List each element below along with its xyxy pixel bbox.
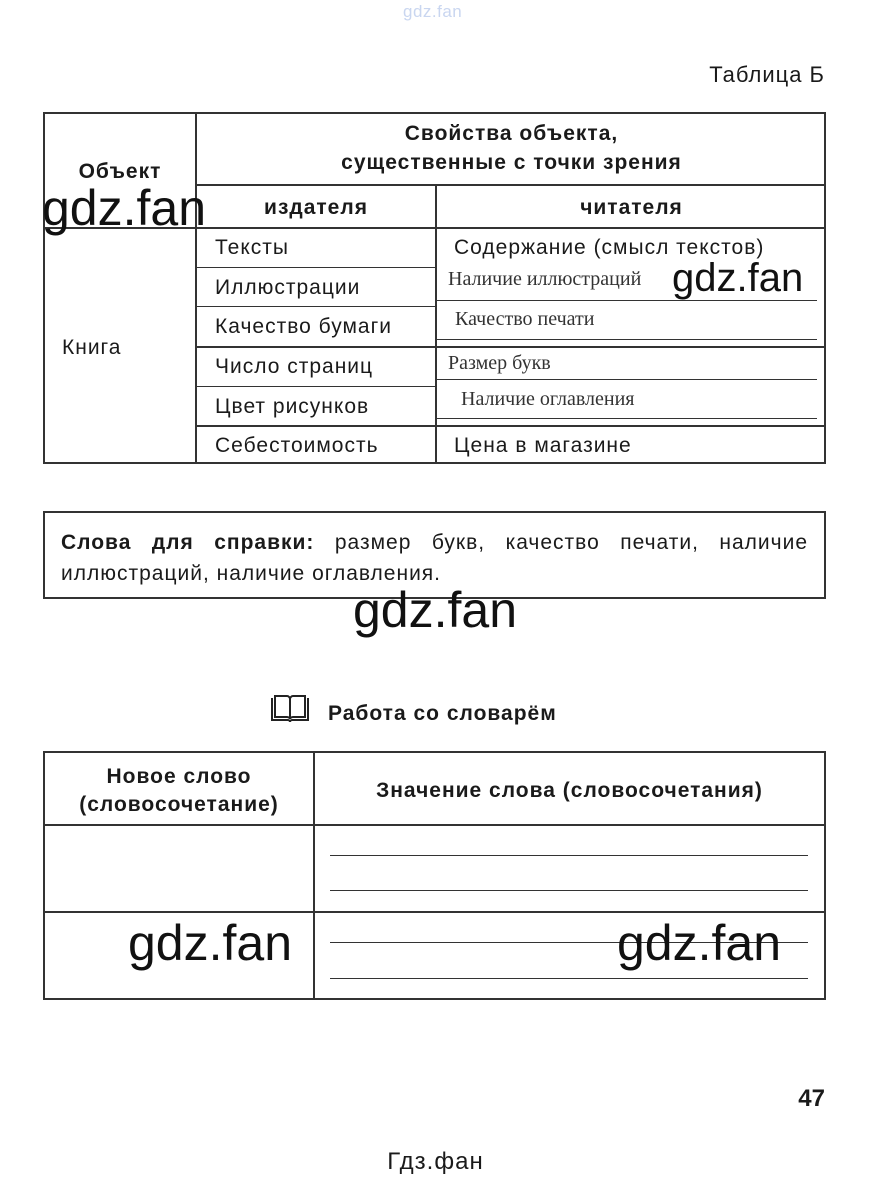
writing-line (330, 978, 808, 979)
watermark: gdz.fan (42, 180, 207, 236)
watermark: gdz.fan (617, 915, 782, 971)
publisher-cell: Иллюстрации (215, 276, 361, 299)
writing-line (330, 890, 808, 891)
reader-cell: Цена в магазине (454, 434, 632, 457)
reference-text: размер букв, качество печати, наличие иллюстраций, наличие оглавления. (61, 531, 808, 585)
writing-line (330, 855, 808, 856)
object-header: Объект (78, 160, 162, 183)
table-title: Таблица Б (709, 62, 825, 87)
watermark: gdz.fan (672, 256, 804, 300)
publisher-cell: Тексты (215, 236, 289, 259)
publisher-cell: Число страниц (215, 355, 374, 378)
publisher-cell: Себестоимость (215, 434, 379, 457)
publisher-cell: Цвет рисунков (215, 395, 370, 418)
top-watermark: gdz.fan (403, 2, 463, 21)
watermark: gdz.fan (353, 582, 518, 638)
watermark: gdz.fan (128, 915, 293, 971)
page-number: 47 (798, 1085, 825, 1112)
dictionary-title: Работа со словарём (328, 702, 557, 725)
footer-text: Гдз.фан (387, 1148, 484, 1175)
new-word-header-line1: Новое слово (106, 765, 252, 788)
props-header-line2: существенные с точки зрения (341, 151, 682, 174)
reader-cell-handwritten: Наличие оглавления (461, 388, 635, 410)
reader-cell: Содержание (смысл текстов) (454, 236, 765, 259)
meaning-header: Значение слова (словосочетания) (376, 779, 763, 802)
reference-label: Слова для справки: (61, 531, 315, 554)
reader-cell-handwritten: Размер букв (448, 352, 551, 374)
reader-cell-handwritten: Наличие иллюстраций (448, 268, 642, 290)
publisher-header: издателя (264, 196, 368, 219)
new-word-header-line2: (словосочетание) (79, 793, 279, 816)
publisher-cell: Качество бумаги (215, 315, 392, 338)
props-header-line1: Свойства объекта, (404, 122, 619, 145)
reader-cell-handwritten: Качество печати (455, 308, 595, 330)
open-book-icon (270, 694, 310, 724)
object-value: Книга (62, 336, 122, 359)
reader-header: читателя (580, 196, 683, 219)
